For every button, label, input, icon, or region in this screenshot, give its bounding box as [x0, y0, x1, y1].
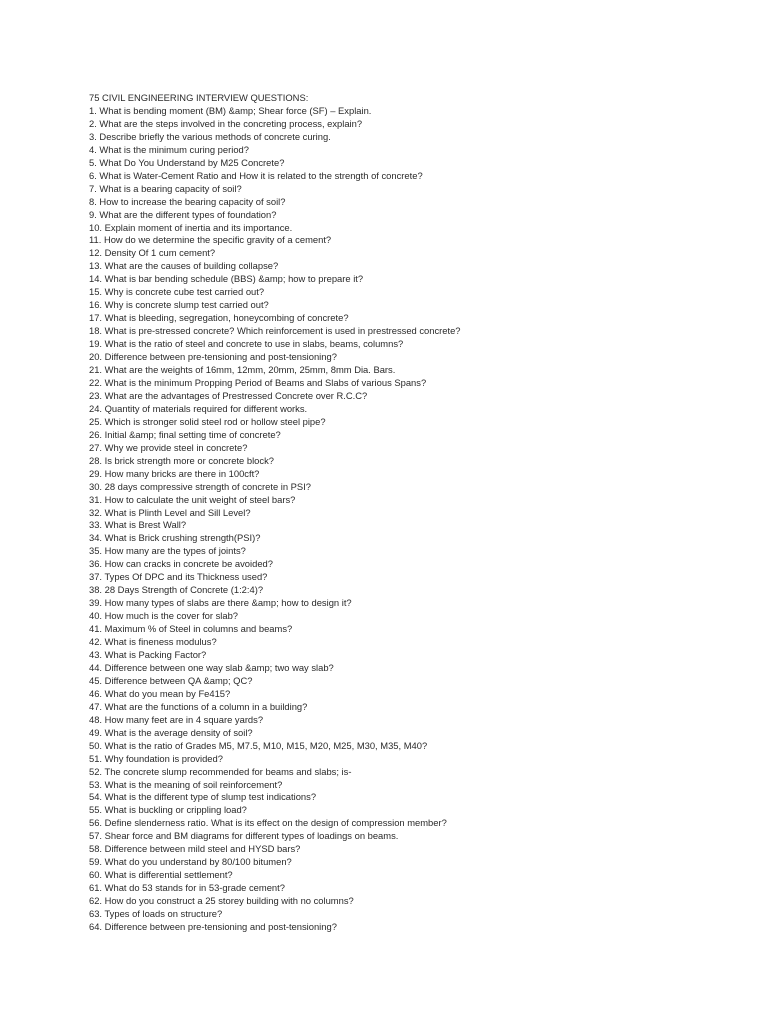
- question-item: 39. How many types of slabs are there &amp; how to design it?: [89, 597, 352, 609]
- question-item: 18. What is pre-stressed concrete? Which reinforcement is used in prestressed concrete?: [89, 325, 461, 337]
- question-item: 6. What is Water-Cement Ratio and How it is related to the strength of concrete?: [89, 169, 423, 181]
- question-item: 35. How many are the types of joints?: [89, 545, 246, 557]
- question-item: 43. What is Packing Factor?: [89, 648, 207, 660]
- question-item: 52. The concrete slump recommended for beams and slabs; is-: [89, 765, 352, 777]
- question-item: 33. What is Brest Wall?: [89, 519, 187, 531]
- question-item: 44. Difference between one way slab &amp; two way slab?: [89, 661, 334, 673]
- question-item: 8. How to increase the bearing capacity of soil?: [89, 195, 286, 207]
- question-item: 38. 28 Days Strength of Concrete (1:2:4)?: [89, 584, 264, 596]
- question-item: 25. Which is stronger solid steel rod or hollow steel pipe?: [89, 415, 326, 427]
- question-item: 55. What is buckling or crippling load?: [89, 804, 247, 816]
- question-item: 57. Shear force and BM diagrams for different types of loadings on beams.: [89, 830, 399, 842]
- question-item: 11. How do we determine the specific gravity of a cement?: [89, 234, 332, 246]
- question-item: 53. What is the meaning of soil reinforcement?: [89, 778, 283, 790]
- question-item: 9. What are the different types of foundation?: [89, 208, 277, 220]
- question-item: 46. What do you mean by Fe415?: [89, 687, 231, 699]
- question-item: 50. What is the ratio of Grades M5, M7.5, M10, M15, M20, M25, M30, M35, M40?: [89, 739, 428, 751]
- question-item: 14. What is bar bending schedule (BBS) &amp; how to prepare it?: [89, 273, 364, 285]
- question-list: [89, 105, 749, 934]
- document-title: 75 CIVIL ENGINEERING INTERVIEW QUESTIONS:: [89, 92, 309, 103]
- question-item: 51. Why foundation is provided?: [89, 752, 223, 764]
- question-item: 59. What do you understand by 80/100 bitumen?: [89, 856, 292, 868]
- question-item: 22. What is the minimum Propping Period of Beams and Slabs of various Spans?: [89, 376, 427, 388]
- question-item: 47. What are the functions of a column in a building?: [89, 700, 308, 712]
- document-body: [89, 92, 749, 934]
- question-item: 27. Why we provide steel in concrete?: [89, 441, 248, 453]
- question-item: 13. What are the causes of building collapse?: [89, 260, 279, 272]
- question-item: 30. 28 days compressive strength of concrete in PSI?: [89, 480, 311, 492]
- question-item: 4. What is the minimum curing period?: [89, 143, 249, 155]
- question-item: 7. What is a bearing capacity of soil?: [89, 182, 242, 194]
- question-item: 49. What is the average density of soil?: [89, 726, 253, 738]
- question-item: 19. What is the ratio of steel and concrete to use in slabs, beams, columns?: [89, 338, 404, 350]
- question-item: 60. What is differential settlement?: [89, 869, 233, 881]
- question-item: 45. Difference between QA &amp; QC?: [89, 674, 253, 686]
- question-item: 29. How many bricks are there in 100cft?: [89, 467, 260, 479]
- question-item: 3. Describe briefly the various methods of concrete curing.: [89, 130, 331, 142]
- question-item: 24. Quantity of materials required for different works.: [89, 402, 308, 414]
- question-item: 26. Initial &amp; final setting time of concrete?: [89, 428, 281, 440]
- question-item: 63. Types of loads on structure?: [89, 908, 223, 920]
- question-item: 42. What is fineness modulus?: [89, 636, 217, 648]
- question-item: 61. What do 53 stands for in 53-grade cement?: [89, 882, 285, 894]
- question-item: 28. Is brick strength more or concrete block?: [89, 454, 274, 466]
- question-item: 1. What is bending moment (BM) &amp; Shear force (SF) – Explain.: [89, 104, 372, 116]
- question-item: 32. What is Plinth Level and Sill Level?: [89, 506, 251, 518]
- question-item: 16. Why is concrete slump test carried out?: [89, 299, 269, 311]
- question-item: 54. What is the different type of slump test indications?: [89, 791, 317, 803]
- question-item: 17. What is bleeding, segregation, honeycombing of concrete?: [89, 312, 349, 324]
- question-item: 58. Difference between mild steel and HYSD bars?: [89, 843, 301, 855]
- question-item: 21. What are the weights of 16mm, 12mm, 20mm, 25mm, 8mm Dia. Bars.: [89, 364, 396, 376]
- question-item: 12. Density Of 1 cum cement?: [89, 247, 216, 259]
- question-item: 41. Maximum % of Steel in columns and beams?: [89, 623, 293, 635]
- question-item: 10. Explain moment of inertia and its importance.: [89, 221, 293, 233]
- question-item: 15. Why is concrete cube test carried out?: [89, 286, 265, 298]
- question-item: 36. How can cracks in concrete be avoided?: [89, 558, 273, 570]
- question-item: 40. How much is the cover for slab?: [89, 610, 239, 622]
- question-item: 62. How do you construct a 25 storey building with no columns?: [89, 895, 354, 907]
- question-item: 37. Types Of DPC and its Thickness used?: [89, 571, 268, 583]
- question-item: 64. Difference between pre-tensioning and post-tensioning?: [89, 921, 337, 932]
- question-item: 56. Define slenderness ratio. What is its effect on the design of compression member?: [89, 817, 447, 829]
- question-item: 31. How to calculate the unit weight of steel bars?: [89, 493, 296, 505]
- question-item: 5. What Do You Understand by M25 Concrete?: [89, 156, 285, 168]
- question-item: 48. How many feet are in 4 square yards?: [89, 713, 264, 725]
- question-item: 20. Difference between pre-tensioning and post-tensioning?: [89, 351, 337, 363]
- question-item: 23. What are the advantages of Prestressed Concrete over R.C.C?: [89, 389, 368, 401]
- question-item: 34. What is Brick crushing strength(PSI)?: [89, 532, 261, 544]
- question-item: 2. What are the steps involved in the concreting process, explain?: [89, 117, 363, 129]
